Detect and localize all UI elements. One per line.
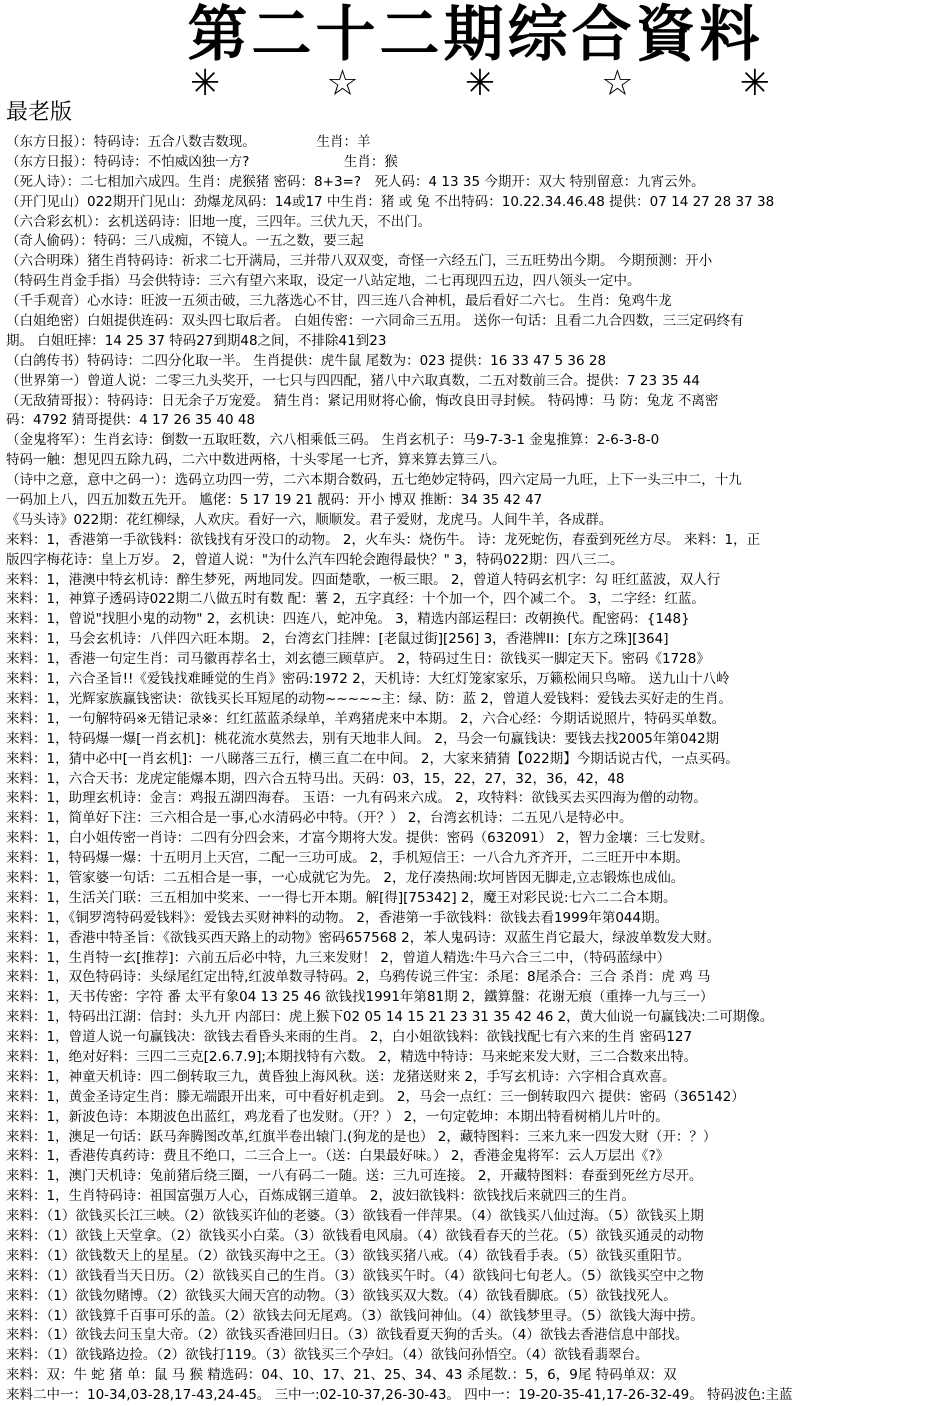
text-line: 来料：1，生肖特一玄[推荐]：六前五后必中特，九三来发财！ 2，曾道人精选:牛马六合三二中，（特码蓝绿中）	[6, 949, 671, 966]
text-line: 来料：1，《铜罗湾特码爱钱料》：爱钱去买财神料的动物。 2，香港第一手欲钱料：欲钱去看1999年第044期。	[6, 909, 669, 926]
edition-label: 最老版	[6, 100, 73, 125]
text-line: 来料：1，六合圣旨!!《爱钱找难睡觉的生肖》密码:1972 2，天机诗：大红灯笼家家乐，万籁松闹只鸟啼。 送九山十八岭	[6, 671, 730, 688]
text-line: 来料：（1）欲钱数天上的星星。（2）欲钱买海中之王。（3）欲钱买猪八戒。（4）欲钱看手表。（5）欲钱买重阳节。	[6, 1247, 691, 1264]
text-line: （死人诗）：二七相加六成四。生肖：虎猴猪 密码：8+3=? 死人码：4 13 35 今期开：双大 特别留意：九宵云外。	[6, 173, 705, 190]
text-line: 《马头诗》022期：花红柳绿，人欢庆。看好一六，顺顺发。君子爱财，龙虎马。人间牛羊，各成群。	[6, 511, 613, 528]
text-line: 来料：1，管家婆一句话：二五相合是一事，一心成就它为先。 2，龙仔凑热闹:坎坷皆因无脚走,立志锻炼也成仙。	[6, 869, 685, 886]
text-line: （特码生肖金手指）马会供特诗：三六有望六来取，设定一八站定地，二七再现四五边，四八领头一定中。	[6, 273, 641, 290]
text-line: 来料：1，简单好下注：三六相合是一事,心水清码必中特。（开？） 2，台湾玄机诗：二五见八是特必中。	[6, 810, 633, 827]
text-line: 来料：（1）欲钱去问玉皇大帝。（2）欲钱买香港回归日。（3）欲钱看夏天狗的舌头。（4）欲钱去香港信息中部找。	[6, 1327, 689, 1344]
text-line: 来料：1，天书传密：字符 番 太平有象04 13 25 46 欲钱找1991年第81期 2，鐵算盤：花谢无痕（重捧一九与三一）	[6, 989, 714, 1006]
text-line: （无敌猜哥报）：特码诗：日无余子万宠爱。 猜生肖：紧记用财将心偷，悔改良田寻封候。 特码博：马 防：兔龙 不离密	[6, 392, 719, 409]
text-line: 来料：1，生肖特码诗：祖国富强万人心，百炼成钢三道单。 2，波妇欲钱料：欲钱找后来就四三的生肖。	[6, 1188, 635, 1205]
text-line: 来料：1，新波色诗：本期波色出蓝红，鸡龙看了也发财。（开？） 2，一句定乾坤：本期出特看树梢儿片叶的。	[6, 1108, 669, 1125]
star-icon: ☆	[326, 63, 359, 104]
text-line: （千手观音）心水诗：旺波一五须击破，三九落选心不甘，四三连八合神机，最后看好二六七。 生肖：兔鸡牛龙	[6, 293, 672, 310]
text-line: 来料：1，六合天书：龙虎定能爆本期，四六合五特马出。天码：03，15，22，27，32，36，42，48	[6, 770, 625, 787]
text-line: 码：4792 猜哥提供：4 17 26 35 40 48	[6, 412, 256, 429]
text-line: （东方日报）：特码诗：不怕威凶独一方? 生肖：猴	[6, 153, 398, 170]
text-line: （世界第一）曾道人说：二零三九头奖开，一七只与四四配，猪八中六取真数，二五对数前三合。提供：7 23 35 44	[6, 372, 700, 389]
text-line: 来料：（1）欲钱买长江三峡。（2）欲钱买许仙的老婆。（3）欲钱看一伴萍果。（4）欲钱买八仙过海。（5）欲钱买上期	[6, 1208, 704, 1225]
text-line: （六合明珠）猪生肖特码诗：祈求二七开满局，三并带八双双变，奇怪一六经五门，三五旺势出今期。 今期预测：开小	[6, 253, 713, 270]
text-line: 来料：1，香港中特圣旨：《欲钱买西天路上的动物》密码657568 2，苯人鬼码诗：双蓝生肖它最大，绿波单数发大财。	[6, 929, 721, 946]
text-line: 来料：1，双色特码诗：头绿尾红定出特,红波单数寻特码。2，乌鸦传说三件宝：杀尾：8尾杀合：三合 杀肖：虎 鸡 马	[6, 969, 711, 986]
text-line: 来料：（1）欲钱路边捡。（2）欲钱打119。（3）欲钱买三个孕妇。（4）欲钱问孙悟空。（4）欲钱看翡翠台。	[6, 1347, 649, 1364]
text-line: 来料：（1）欲钱算千百事可乐的盖。（2）欲钱去问无尾鸡。（3）欲钱问神仙。（4）欲钱梦里寻。（5）欲钱大海中捞。	[6, 1307, 704, 1324]
text-line: 来料：1，曾道人说一句赢钱决：欲钱去看昏头来雨的生肖。 2，白小姐欲钱料：欲钱找配七有六来的生肖 密码127	[6, 1029, 693, 1046]
text-line: 来料：1，香港传真药诗：费且不绝口，二三合上一。（送：白果最好味。） 2，香港金鬼将军：云人万层出《?》	[6, 1148, 670, 1165]
text-line: 版四字梅花诗：皇上万岁。 2，曾道人说："为什么汽车四轮会跑得最快？" 3，特码022期：四八三二。	[6, 551, 624, 568]
text-line: 来料：1，白小姐传密一肖诗：二四有分四会来，才富今期将大发。提供：密码（632091） 2，智力金壤：三七发财。	[6, 830, 714, 847]
text-line: 来料二中一：10-34,03-28,17-43,24-45。 三中一:02-10-37,26-30-43。 四中一：19-20-35-41,17-26-32-49。 特码波色:主蓝	[6, 1387, 793, 1404]
text-line: （奇人偷码）：特码：三八成痴，不镜人。一五之数，要三起	[6, 233, 364, 250]
text-line: 来料：1，特码爆一爆[一肖玄机]：桃花流水莫然去，别有天地非人间。 2，马会一句赢钱诀：要钱去找2005年第042期	[6, 730, 720, 747]
text-line: （诗中之意，意中之码一）：选码立功四一劳，二六本期合数码，五七绝妙定特码，四六定局一九旺，上下一头三中二，十九	[6, 472, 742, 489]
text-line: 来料：（1）欲钱勿赌博。（2）欲钱买大闹天宫的动物。（3）欲钱买双大数。（4）欲钱看脚底。（5）欲钱找死人。	[6, 1287, 677, 1304]
text-line: 来料：1，黄金圣诗定生肖：滕无端跟开出来，可中看好机走到。 2，马会一点红：三一倒转取四六 提供：密码（365142）	[6, 1088, 745, 1105]
text-line: 特码一触：想见四五除九码，二六中数进两格，十头零尾一七齐，算来算去算三八。	[6, 452, 506, 469]
text-line: 来料：1，光辉家族赢钱密诀：欲钱买长耳短尾的动物~~~~~主：绿、防：蓝 2，曾道人爱钱料：爱钱去买好走的生肖。	[6, 690, 733, 707]
text-line: 来料：1，澳门天机诗：兔前猪后绕三圈，一八有码二一随。送：三九可连接。 2，开藏特图料：春蚕到死丝方尽开。	[6, 1168, 703, 1185]
text-line: 一码加上八，四五加数五先开。 尴佬：5 17 19 21 靓码：开小 博双 推断：34 35 42 47	[6, 492, 543, 509]
asterisk-icon: ✳	[190, 63, 221, 104]
text-line: 来料：1，绝对好料：三四二三克[2.6.7.9];本期找特有六数。 2，精选中特诗：马来蛇来发大财，三二合数来出特。	[6, 1048, 698, 1065]
text-line: （东方日报）：特码诗：五合八数吉数现。 生肖：羊	[6, 134, 371, 150]
text-line: 来料：1，生活关门联：三五相加中奖来、一一得七开本期。解[得][75342] 2，魔王对彩民说:七六二二合本期。	[6, 889, 677, 906]
text-line: （白鸽传书）特码诗：二四分化取一半。 生肖提供：虎牛鼠 尾数为：023 提供：16 33 47 5 36 28	[6, 352, 607, 369]
decoration-row	[190, 64, 770, 104]
text-line: 来料：（1）欲钱看当天日历。（2）欲钱买自己的生肖。（3）欲钱买午时。（4）欲钱问七旬老人。（5）欲钱买空中之物	[6, 1267, 704, 1284]
text-line: 来料：1，助理玄机诗：金言：鸡报五湖四海春。 玉语：一九有码来六成。 2，攻特料：欲钱买去买四海为僧的动物。	[6, 790, 707, 807]
asterisk-icon: ✳	[739, 63, 770, 104]
text-line: 来料：1，猜中必中[一肖玄机]：一八睇落三五行，横三直二在中间。 2，大家来猜猜【022期】今期话说古代，一点买码。	[6, 750, 739, 767]
text-line: 来料：1，香港第一手欲钱料：欲钱找有牙没口的动物。 2，火车头：烧伤牛。 诗：龙死蛇伤，春蚕到死丝方尽。 来料：1，正	[6, 531, 761, 548]
text-line: 期。 白姐旺摔：14 25 37 特码27到期48之间，不排除41到23	[6, 332, 387, 349]
text-line: 来料：1，特码出江湖：信封：头九开 内部曰：虎上猴下02 05 14 15 21 23 31 35 42 46 2，黄大仙说一句赢钱决:二可期像。	[6, 1009, 774, 1026]
text-line: 来料：1，神算子透码诗022期二八做五时有数 配：薯 2，五字真经：十个加一个，四个减二个。 3，二字经：红蓝。	[6, 591, 705, 608]
content-lines	[6, 133, 946, 1406]
text-line: 来料：双：牛 蛇 猪 单：鼠 马 猴 精选码：04、10、17、21、25、34、43 杀尾数.：5，6，9尾 特码单双：双	[6, 1367, 677, 1384]
asterisk-icon: ✳	[464, 63, 496, 104]
text-line: 来料：（1）欲钱上天堂拿。（2）欲钱买小白菜。（3）欲钱看电风扇。（4）欲钱看春天的兰花。（5）欲钱买通灵的动物	[6, 1227, 704, 1244]
star-icon: ☆	[601, 63, 634, 104]
text-line: 来料：1，港澳中特玄机诗：醉生梦死，两地同发。四面楚歌，一板三眼。 2，曾道人特码玄机字：勾 旺红蓝波，双人行	[6, 571, 721, 588]
text-line: （金鬼将军）：生肖玄诗：倒数一五取旺数，六八相乘低三码。 生肖玄机子：马9-7-3-1 金鬼推算：2-6-3-8-0	[6, 432, 660, 449]
text-line: 来料：1，曾说"找胆小鬼的动物" 2，玄机诀：四连八，蛇冲兔。 3，精选内部运程曰：改朝换代。配密码：{148}	[6, 611, 690, 628]
text-line: 来料：1，澳足一句话：跃马奔腾图改革,红旗半卷出辕门.(狗龙的是也） 2，藏特图料：三来九来一四发大财（开：？）	[6, 1128, 717, 1145]
text-line: 来料：1，特码爆一爆：十五明月上天宫，二配一三功可成。 2，手机短信王：一八合九齐齐开，二三旺开中本期。	[6, 850, 689, 867]
text-line: （白姐绝密）白姐提供连码：双头四七取后者。 白姐传密：一六同命三五用。 送你一句话：且看二九合四数，三三定码终有	[6, 313, 744, 330]
text-line: （开门见山）022期开门见山：劲爆龙凤码：14或17 中生肖：猪 或 兔 不出特码：10.22.34.46.48 提供：07 14 27 28 37 38	[6, 193, 775, 210]
text-line: （六合彩玄机）：玄机送码诗：旧地一度，三四年。三伏九天，不出门。	[6, 213, 432, 230]
text-line: 来料：1，一句解特码※无错记录※：红红蓝蓝杀绿单，羊鸡猪虎来中本期。 2，六合心经：今期话说照片，特码买单数。	[6, 710, 726, 727]
page-title: 第二十二期综合資料	[187, 0, 764, 70]
text-line: 来料：1，神童天机诗：四二倒转取三九，黄昏独上海风秋。送：龙猪送财来 2，手写玄机诗：六字相合真欢喜。	[6, 1068, 676, 1085]
text-line: 来料：1，马会玄机诗：八伴四六旺本期。 2，台湾玄门挂牌：[老鼠过街][256] 3，香港牌II：[东方之珠][364]	[6, 631, 669, 648]
text-line: 来料：1，香港一句定生肖：司马徽再荐名士，刘玄德三顾草庐。 2，特码过生日：欲钱买一脚定天下。密码《1728》	[6, 651, 710, 668]
